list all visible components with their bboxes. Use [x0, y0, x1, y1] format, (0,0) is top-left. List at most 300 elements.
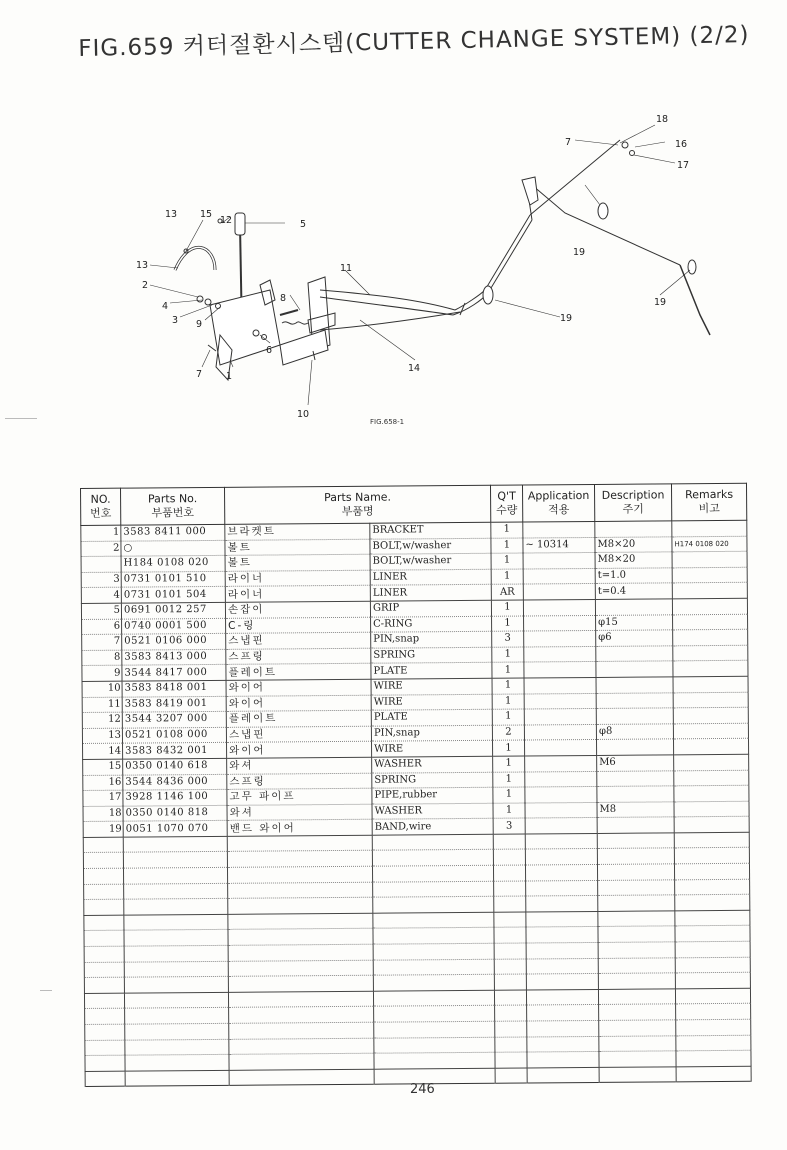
cell-description: φ6 [596, 630, 673, 646]
header-part-name: Parts Name. 부품명 [224, 485, 490, 524]
cell-name-kr [228, 897, 373, 914]
cell-part-no [125, 1023, 229, 1039]
cell-application [526, 880, 598, 896]
cell-qty [495, 1052, 527, 1068]
cell-description [596, 661, 673, 677]
cell-no: 1 [81, 525, 121, 541]
cell-name-kr: 스프링 [226, 648, 371, 665]
cell-no: 4 [81, 588, 121, 604]
cell-no [83, 853, 123, 869]
cell-qty: 1 [493, 803, 525, 819]
cell-no: 12 [82, 712, 122, 728]
cell-name-en: GRIP [370, 600, 491, 617]
cell-no [84, 962, 124, 978]
cell-application [524, 724, 596, 740]
cell-part-no: 3583 8411 000 [121, 524, 225, 540]
cell-description [598, 911, 675, 927]
cell-no [84, 931, 124, 947]
cell-qty [494, 912, 526, 928]
cell-remarks [673, 614, 748, 630]
cell-name-en: PIPE,rubber [372, 787, 493, 804]
cell-application [527, 1005, 599, 1021]
cell-name-kr [228, 944, 373, 961]
cell-qty: 1 [491, 522, 523, 538]
cell-name-kr [229, 1038, 374, 1055]
cell-remarks [674, 817, 749, 833]
cell-name-kr: 브라켓트 [225, 523, 370, 540]
cell-name-kr: 플레이트 [226, 664, 371, 681]
cell-application [525, 833, 597, 849]
cell-name-en: BRACKET [370, 522, 491, 539]
callout: 19 [654, 297, 667, 308]
cell-remarks [675, 926, 750, 942]
cell-part-no: 3583 8419 001 [122, 696, 226, 712]
cell-part-no [125, 1008, 229, 1024]
cell-part-no: ○ [121, 540, 225, 556]
cell-name-en [374, 1021, 495, 1038]
cell-part-no: 3928 1146 100 [123, 789, 227, 805]
cell-description [599, 1020, 676, 1036]
cell-remarks: H174 0108 020 [672, 536, 747, 552]
callout: 5 [300, 219, 307, 230]
cell-name-en [373, 959, 494, 976]
cell-part-no [124, 961, 228, 977]
cell-no: 3 [81, 572, 121, 588]
cell-name-kr [228, 991, 373, 1008]
cell-name-en [372, 834, 493, 851]
cell-no [85, 1009, 125, 1025]
callout: 10 [297, 409, 310, 420]
cell-part-no: 3583 8413 000 [122, 649, 226, 665]
cell-name-en: WASHER [372, 803, 493, 820]
cell-name-en: BAND,wire [372, 819, 493, 836]
parts-table-wrapper [80, 483, 752, 1088]
cell-no: 10 [82, 681, 122, 697]
parts-table-body [81, 520, 751, 1087]
cell-description [596, 739, 673, 755]
cell-no [84, 884, 124, 900]
cell-qty: 2 [492, 725, 524, 741]
cell-description [597, 864, 674, 880]
cell-remarks [675, 972, 750, 988]
cell-no [85, 1071, 125, 1087]
cell-no: 18 [83, 806, 123, 822]
cell-remarks [675, 879, 750, 895]
cell-application [524, 646, 596, 662]
cell-name-kr [229, 1007, 374, 1024]
cell-qty: 1 [492, 678, 524, 694]
cell-remarks [673, 661, 748, 677]
cell-no: 14 [83, 743, 123, 759]
header-application: Application 적용 [522, 484, 594, 522]
cell-part-no [125, 1070, 229, 1086]
cell-part-no: 3544 3207 000 [122, 711, 226, 727]
parts-list-table [80, 483, 752, 1088]
callout: 4 [162, 301, 169, 312]
cell-description [598, 942, 675, 958]
cell-qty [494, 990, 526, 1006]
cell-name-en: LINER [370, 585, 491, 602]
cell-qty [494, 896, 526, 912]
cell-name-en [373, 974, 494, 991]
cell-name-en: PLATE [371, 663, 492, 680]
cell-no: 11 [82, 697, 122, 713]
cell-name-kr [227, 866, 372, 883]
cell-part-no [123, 852, 227, 868]
cell-description [596, 677, 673, 693]
cell-name-en: C-RING [371, 616, 492, 633]
cell-application [523, 599, 595, 615]
header-no: NO. 번호 [81, 488, 121, 525]
cell-name-kr: 와이어 [227, 742, 372, 759]
cell-name-kr: C-링 [226, 617, 371, 634]
cell-description [595, 599, 672, 615]
cell-application [523, 553, 595, 569]
cell-remarks [676, 1019, 751, 1035]
cell-application [527, 1036, 599, 1052]
wire-cables [320, 140, 710, 335]
cell-name-kr: 와셔 [227, 757, 372, 774]
cell-name-en: WASHER [372, 756, 493, 773]
cell-description [596, 708, 673, 724]
cell-name-kr: 와이어 [226, 679, 371, 696]
cell-name-kr [229, 1022, 374, 1039]
cell-remarks [676, 1035, 751, 1051]
cell-part-no: 0350 0140 818 [123, 805, 227, 821]
cell-name-kr [227, 851, 372, 868]
callout: 7 [565, 137, 572, 148]
cell-no [84, 915, 124, 931]
cell-part-no [124, 977, 228, 993]
scan-margin-mark [40, 990, 52, 991]
cell-no [85, 1024, 125, 1040]
cell-name-kr [229, 1069, 374, 1086]
cell-application [526, 989, 598, 1005]
cell-name-en [372, 850, 493, 867]
page-number: 246 [410, 1082, 435, 1097]
cell-description [597, 786, 674, 802]
cell-name-en: LINER [370, 569, 491, 586]
cell-qty [493, 849, 525, 865]
cell-name-kr: 손잡이 [225, 601, 370, 618]
cell-remarks [672, 598, 747, 614]
cell-part-no [124, 930, 228, 946]
cell-name-kr: 라이너 [225, 570, 370, 587]
cell-remarks [672, 583, 747, 599]
cell-part-no: 3544 8436 000 [123, 774, 227, 790]
cell-name-en [373, 897, 494, 914]
cell-description [598, 973, 675, 989]
cell-qty: 1 [492, 694, 524, 710]
cell-application [524, 615, 596, 631]
scan-margin-mark [5, 418, 37, 419]
cell-remarks [676, 1066, 751, 1082]
cell-application [524, 740, 596, 756]
cell-description: t=1.0 [595, 568, 672, 584]
cell-application [524, 693, 596, 709]
cell-part-no: 3544 8417 000 [122, 665, 226, 681]
cell-qty: 1 [493, 756, 525, 772]
cell-description: M6 [597, 755, 674, 771]
cell-part-no: 3583 8418 001 [122, 680, 226, 696]
cell-part-no: 0521 0106 000 [122, 634, 226, 650]
cell-application [526, 911, 598, 927]
cell-description: φ8 [596, 724, 673, 740]
cell-remarks [672, 551, 747, 567]
cell-remarks [673, 629, 748, 645]
cell-part-no [125, 1055, 229, 1071]
cell-name-kr: 스냅핀 [226, 726, 371, 743]
cell-no: 7 [82, 634, 122, 650]
cell-qty: 1 [492, 709, 524, 725]
cell-remarks [672, 520, 747, 536]
cell-name-kr: 볼트 [225, 554, 370, 571]
cell-name-en [373, 912, 494, 929]
cell-description [596, 692, 673, 708]
cell-qty: 1 [491, 569, 523, 585]
cell-name-kr: 스냅핀 [226, 632, 371, 649]
cell-name-en [372, 865, 493, 882]
cell-application [526, 942, 598, 958]
cell-name-kr: 라이너 [225, 586, 370, 603]
cell-name-kr: 고무 파이프 [227, 788, 372, 805]
callout: 7 [196, 369, 203, 380]
callout: 8 [280, 293, 287, 304]
cell-remarks [674, 832, 749, 848]
cell-remarks [673, 723, 748, 739]
cell-qty [494, 943, 526, 959]
cell-application [524, 662, 596, 678]
cell-qty: 1 [491, 553, 523, 569]
cell-name-en [374, 1037, 495, 1054]
header-description: Description 주기 [594, 484, 671, 522]
cell-qty: 1 [493, 787, 525, 803]
cell-remarks [672, 567, 747, 583]
cell-application [525, 865, 597, 881]
cell-name-kr: 와이어 [226, 695, 371, 712]
cell-qty: 1 [491, 538, 523, 554]
cell-name-en [373, 928, 494, 945]
callout: 14 [408, 363, 421, 374]
cell-description [598, 879, 675, 895]
cell-no [85, 1040, 125, 1056]
cell-qty [494, 974, 526, 990]
cell-name-en [374, 1006, 495, 1023]
cell-application [527, 1020, 599, 1036]
cell-name-kr: 볼트 [225, 539, 370, 556]
cell-application [525, 787, 597, 803]
callout: 6 [266, 345, 273, 356]
cell-qty [495, 1021, 527, 1037]
page-title: FIG.659 커터절환시스템(CUTTER CHANGE SYSTEM) (2/2) [78, 21, 750, 62]
cell-application [523, 568, 595, 584]
cell-no [83, 868, 123, 884]
cell-description [597, 833, 674, 849]
cell-description [598, 895, 675, 911]
cell-qty [494, 959, 526, 975]
cell-name-en: BOLT,w/washer [370, 553, 491, 570]
cell-name-en: PIN,snap [371, 631, 492, 648]
cell-part-no: 0731 0101 504 [121, 587, 225, 603]
cell-part-no [123, 836, 227, 852]
cell-name-en [373, 881, 494, 898]
cell-name-en: SPRING [371, 647, 492, 664]
cell-qty [494, 881, 526, 897]
cell-qty: 1 [492, 616, 524, 632]
callout: 15 [200, 209, 213, 220]
callout: 19 [573, 247, 586, 258]
cell-no: 17 [83, 790, 123, 806]
cell-remarks [675, 957, 750, 973]
cell-description: M8 [597, 802, 674, 818]
cell-no: 2 [81, 541, 121, 557]
callout-labels [136, 114, 689, 420]
cell-description [599, 1004, 676, 1020]
cell-no [83, 837, 123, 853]
cell-name-kr: 스프링 [227, 773, 372, 790]
cell-name-kr [229, 1053, 374, 1070]
cell-part-no [124, 992, 228, 1008]
cell-description: φ15 [596, 614, 673, 630]
cell-remarks [674, 770, 749, 786]
cell-application [523, 521, 595, 537]
cell-application: ~ 10314 [523, 537, 595, 553]
callout: 1 [226, 371, 233, 382]
cell-name-en: PLATE [371, 709, 492, 726]
header-part-no: Parts No. 부품번호 [121, 487, 225, 525]
cell-part-no: 0691 0012 257 [121, 602, 225, 618]
cell-application [526, 896, 598, 912]
cell-remarks [675, 895, 750, 911]
cell-no [84, 946, 124, 962]
cell-qty: 1 [493, 772, 525, 788]
cell-no: 6 [82, 619, 122, 635]
cell-qty [493, 834, 525, 850]
cell-no: 15 [83, 759, 123, 775]
cell-part-no [124, 914, 228, 930]
cell-application [526, 974, 598, 990]
cell-qty: 1 [492, 662, 524, 678]
cell-name-en: WIRE [372, 741, 493, 758]
cell-description: t=0.4 [595, 583, 672, 599]
cell-remarks [674, 863, 749, 879]
cell-qty: 1 [492, 740, 524, 756]
cell-no [84, 993, 124, 1009]
cell-part-no [124, 883, 228, 899]
cell-description [598, 957, 675, 973]
cell-application [527, 1067, 599, 1083]
cell-application [525, 755, 597, 771]
cell-description [598, 989, 675, 1005]
cell-name-kr: 와셔 [227, 804, 372, 821]
cell-application [524, 631, 596, 647]
cell-name-kr [228, 913, 373, 930]
callout: 2 [142, 280, 149, 291]
cell-application [523, 584, 595, 600]
cell-name-en [373, 943, 494, 960]
cell-qty [493, 865, 525, 881]
cell-name-en: BOLT,w/washer [370, 538, 491, 555]
cell-qty: AR [491, 584, 523, 600]
cell-qty [495, 1005, 527, 1021]
cell-no [84, 899, 124, 915]
cell-no: 8 [82, 650, 122, 666]
cell-remarks [675, 941, 750, 957]
cell-part-no [123, 867, 227, 883]
cell-remarks [673, 645, 748, 661]
cell-application [527, 1052, 599, 1068]
cell-part-no: H184 0108 020 [121, 556, 225, 572]
cell-remarks [675, 910, 750, 926]
cell-application [526, 958, 598, 974]
cell-description [598, 926, 675, 942]
cell-description [595, 521, 672, 537]
callout: 3 [172, 315, 179, 326]
cell-application [525, 818, 597, 834]
callout: 9 [196, 319, 203, 330]
callout: 12 [220, 215, 233, 226]
cell-qty [495, 1037, 527, 1053]
cell-application [524, 677, 596, 693]
cell-application [526, 927, 598, 943]
cell-part-no: 3583 8432 001 [123, 743, 227, 759]
cell-no: 9 [82, 666, 122, 682]
cell-name-en [374, 1052, 495, 1069]
cell-name-kr [227, 835, 372, 852]
cell-part-no [124, 899, 228, 915]
callout: 13 [165, 209, 178, 220]
cell-no: 13 [82, 728, 122, 744]
cell-no: 16 [83, 775, 123, 791]
cell-application [525, 849, 597, 865]
cell-qty: 1 [492, 647, 524, 663]
cell-part-no: 0740 0001 500 [122, 618, 226, 634]
callout: 16 [675, 139, 688, 150]
cell-qty: 3 [493, 818, 525, 834]
cell-remarks [674, 801, 749, 817]
exploded-parts-diagram [120, 105, 720, 435]
cell-remarks [676, 1004, 751, 1020]
cell-part-no: 0521 0108 000 [122, 727, 226, 743]
callout: 18 [656, 114, 669, 125]
header-qty: Q'T 수량 [490, 485, 522, 522]
cell-remarks [675, 988, 750, 1004]
cell-description [597, 848, 674, 864]
cell-name-kr [228, 960, 373, 977]
cell-description: M8×20 [595, 552, 672, 568]
cell-no: 5 [81, 603, 121, 619]
cell-part-no [124, 945, 228, 961]
cell-description [596, 646, 673, 662]
table-header-row [81, 483, 747, 525]
cell-remarks [676, 1050, 751, 1066]
cell-qty: 3 [492, 631, 524, 647]
cell-name-en: WIRE [371, 678, 492, 695]
callout: 13 [136, 260, 149, 271]
cell-name-en [373, 990, 494, 1007]
cell-description [599, 1035, 676, 1051]
cell-no: 19 [83, 821, 123, 837]
cell-part-no [125, 1039, 229, 1055]
cell-application [524, 709, 596, 725]
cell-qty: 1 [491, 600, 523, 616]
cell-name-en: WIRE [371, 694, 492, 711]
cell-remarks [673, 707, 748, 723]
figure-caption: FIG.658-1 [370, 418, 405, 426]
cell-name-kr [228, 975, 373, 992]
cell-part-no: 0731 0101 510 [121, 571, 225, 587]
cell-name-kr [228, 882, 373, 899]
